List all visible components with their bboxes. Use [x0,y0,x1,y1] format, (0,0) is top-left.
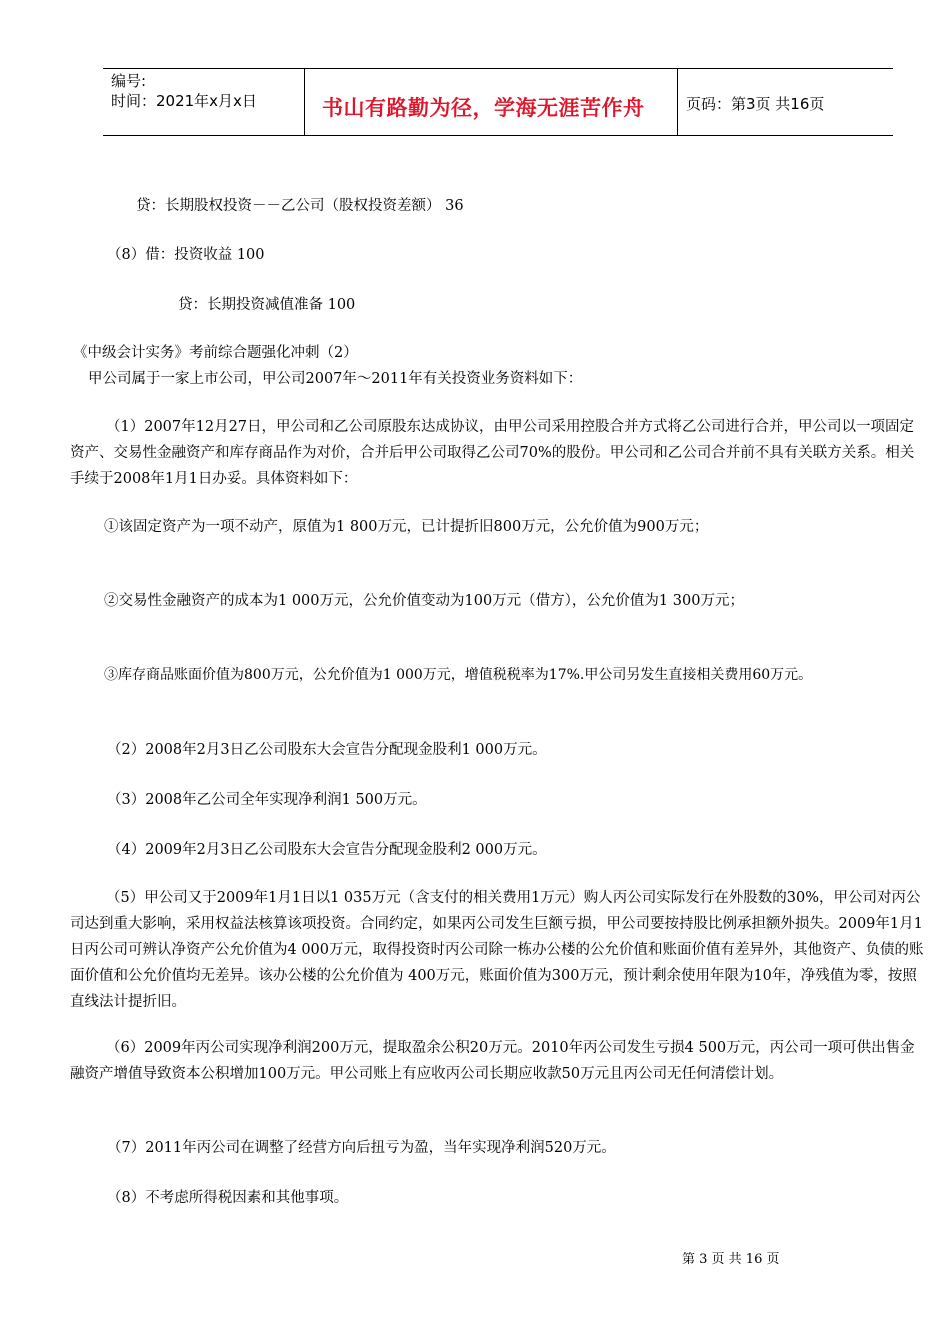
paragraph-7: （7）2011年丙公司在调整了经营方向后扭亏为盈，当年实现净利润520万元。 [107,1140,616,1156]
item-2: ②交易性金融资产的成本为1 000万元，公允价值变动为100万元（借方），公允价值为1 300万元； [104,593,744,609]
header-time-label: 时间：2021年x月x日 [111,92,257,110]
header-top-rule [103,68,893,69]
paragraph-3: （3）2008年乙公司全年实现净利润1 500万元。 [107,792,427,808]
header-divider-right [677,68,678,136]
paragraph-8: （8）不考虑所得税因素和其他事项。 [107,1190,349,1206]
paragraph-6: （6）2009年丙公司实现净利润200万元，提取盈余公积20万元。2010年丙公司发生亏损4 500万元，丙公司一项可供出售金融资产增值导致资本公积增加100万元。甲公司账上有应收丙公司长期应收款50万元且丙公司无任何清偿计划。 [70,1040,915,1082]
header-number-label: 编号: [111,72,147,90]
item-3: ③库存商品账面价值为800万元，公允价值为1 000万元，增值税税率为17%.甲公司另发生直接相关费用60万元。 [104,667,813,683]
header-motto: 书山有路勤为径，学海无涯苦作舟 [322,96,645,120]
paragraph-5: （5）甲公司又于2009年1月1日以1 035万元（含支付的相关费用1万元）购人丙公司实际发行在外股数的30%，甲公司对丙公司达到重大影响，采用权益法核算该项投资。合同约定，如果丙公司发生巨额亏损，甲公司要按持股比例承担额外损失。2009年1月1日丙公司可辨认净资产公允价值为4 000万元，取得投资时丙公司除一栋办公楼的公允价值和账面价值有差异外，其他资产、负债的账面价值和公允价值均无差异。该办公楼的公允价值为 400万元，账面价值为300万元，预计剩余使用年限为10年，净残值为零，按照直线法计提折旧。 [70,890,924,1010]
page-footer: 第 3 页 共 16 页 [682,1252,780,1267]
paragraph-4: （4）2009年2月3日乙公司股东大会宣告分配现金股利2 000万元。 [107,842,547,858]
entry-8-debit: （8）借：投资收益 100 [107,247,265,263]
header-page-label: 页码：第3页 共16页 [686,95,825,113]
section-title: 《中级会计实务》考前综合题强化冲刺（2） [73,345,358,361]
credit-line-1: 贷：长期股权投资－－乙公司（股权投资差额） 36 [136,198,464,214]
intro-paragraph: 甲公司属于一家上市公司，甲公司2007年～2011年有关投资业务资料如下： [88,371,583,387]
item-1: ①该固定资产为一项不动产，原值为1 800万元，已计提折旧800万元，公允价值为900万元； [104,519,709,535]
header-bottom-rule [103,135,893,136]
paragraph-2: （2）2008年2月3日乙公司股东大会宣告分配现金股利1 000万元。 [107,742,547,758]
header-divider-left [304,68,305,136]
paragraph-1: （1）2007年12月27日，甲公司和乙公司原股东达成协议，由甲公司采用控股合并方式将乙公司进行合并，甲公司以一项固定资产、交易性金融资产和库存商品作为对价，合并后甲公司取得乙公司70%的股份。甲公司和乙公司合并前不具有关联方关系。相关手续于2008年1月1日办妥。具体资料如下： [70,419,915,487]
entry-8-credit: 贷：长期投资减值准备 100 [178,297,356,313]
